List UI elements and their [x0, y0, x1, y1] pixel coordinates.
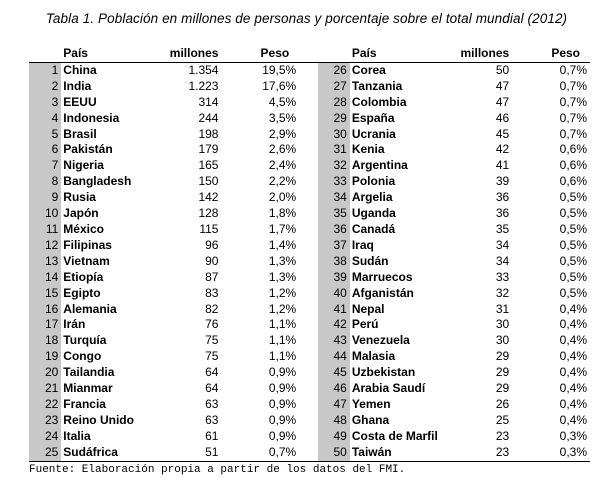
peso-cell-left: 1,3% [268, 269, 297, 284]
table-row [29, 413, 590, 429]
millones-cell-right: 39 [495, 174, 510, 189]
pais-cell-left: Indonesia [63, 110, 120, 125]
peso-cell-left: 1,8% [268, 206, 297, 221]
peso-cell-left: 1,7% [268, 221, 297, 236]
table-body [29, 62, 590, 461]
column-gap [299, 206, 317, 222]
peso-cell-left: 1,1% [268, 349, 297, 364]
pais-cell-left: China [63, 62, 97, 77]
peso-cell-right: 0,3% [559, 428, 587, 443]
rank-cell-right: 29 [318, 111, 350, 127]
pais-cell-left: Vietnam [63, 253, 110, 268]
peso-cell-right: 0,4% [559, 381, 587, 396]
table-row [29, 238, 590, 254]
millones-cell-right: 30 [495, 317, 510, 332]
rank-cell-left: 18 [29, 333, 61, 349]
peso-cell-left: 3,5% [268, 110, 297, 125]
rank-cell-left: 23 [29, 413, 61, 429]
pais-header-left: País [61, 46, 154, 62]
peso-cell-right: 0,5% [559, 285, 587, 300]
rank-cell-left: 3 [29, 95, 61, 111]
millones-cell-right: 36 [495, 206, 510, 221]
peso-cell-left: 0,7% [218, 445, 299, 461]
column-gap [299, 62, 317, 78]
rank-header-left [29, 46, 61, 62]
rank-cell-right: 38 [318, 254, 350, 270]
pais-cell-right: Uganda [351, 206, 396, 221]
column-gap [299, 365, 317, 381]
table-row [29, 62, 590, 78]
pais-cell-right: Afganistán [351, 285, 414, 300]
pais-cell-right: Malasia [351, 349, 396, 364]
pais-cell-right: Costa de Marfil [351, 428, 438, 443]
millones-header-left: millones [154, 46, 219, 62]
peso-cell-right: 0,7% [559, 78, 587, 93]
peso-cell-left: 0,9% [268, 412, 297, 427]
table-row [29, 333, 590, 349]
column-gap [299, 238, 317, 254]
pais-cell-left: Turquía [63, 333, 107, 348]
table-row [29, 206, 590, 222]
peso-cell-left: 2,6% [268, 142, 297, 157]
peso-cell-right: 0,4% [559, 349, 587, 364]
millones-cell-left: 1.354 [188, 62, 219, 77]
peso-cell-left: 17,6% [262, 78, 297, 93]
peso-cell-right: 0,5% [559, 206, 587, 221]
millones-cell-right: 31 [495, 301, 510, 316]
rank-cell-right: 30 [318, 127, 350, 143]
rank-cell-right: 36 [318, 222, 350, 238]
millones-cell-right: 32 [495, 285, 510, 300]
table-row [29, 142, 590, 158]
column-gap [299, 413, 317, 429]
millones-cell-right: 23 [495, 428, 510, 443]
peso-cell-right: 0,7% [559, 110, 587, 125]
pais-cell-left: Nigeria [63, 158, 104, 173]
peso-cell-left: 1,4% [268, 237, 297, 252]
pais-cell-left: Alemania [63, 301, 117, 316]
rank-cell-right: 26 [318, 62, 350, 78]
header-row [29, 46, 590, 62]
pais-cell-right: España [351, 110, 395, 125]
table-caption: Tabla 1. Población en millones de personas y porcentaje sobre el total mundial (2012) [45, 11, 568, 26]
pais-cell-right: Ghana [351, 412, 390, 427]
rank-cell-right: 39 [318, 270, 350, 286]
column-gap [299, 46, 317, 62]
table-row [29, 302, 590, 318]
rank-cell-left: 11 [29, 222, 61, 238]
pais-cell-left: Francia [63, 396, 106, 411]
pais-cell-left: Reino Unido [63, 412, 134, 427]
pais-cell-right: Sudán [351, 253, 389, 268]
column-gap [299, 397, 317, 413]
rank-cell-left: 24 [29, 429, 61, 445]
pais-cell-right: Arabia Saudí [351, 381, 426, 396]
rank-cell-right: 49 [318, 429, 350, 445]
pais-cell-left: Mianmar [63, 381, 113, 396]
pais-cell-right: Tanzania [351, 78, 403, 93]
rank-cell-right: 35 [318, 206, 350, 222]
millones-cell-left: 64 [205, 381, 219, 396]
table-row [29, 381, 590, 397]
pais-cell-left: Egipto [63, 285, 101, 300]
rank-cell-left: 15 [29, 286, 61, 302]
millones-cell-left: 179 [198, 142, 219, 157]
millones-cell-left: 142 [198, 190, 219, 205]
column-gap [299, 349, 317, 365]
table-row [29, 445, 590, 461]
pais-cell-right: Marruecos [351, 269, 413, 284]
millones-cell-left: 64 [205, 365, 219, 380]
table-row [29, 158, 590, 174]
column-gap [299, 174, 317, 190]
peso-cell-left: 1,1% [268, 317, 297, 332]
rank-cell-right: 44 [318, 349, 350, 365]
millones-cell-left: 314 [198, 94, 219, 109]
rank-cell-right: 34 [318, 190, 350, 206]
peso-cell-left: 2,9% [268, 126, 297, 141]
millones-cell-right: 29 [495, 381, 510, 396]
column-gap [299, 381, 317, 397]
column-gap [299, 254, 317, 270]
rank-cell-left: 8 [29, 174, 61, 190]
column-gap [299, 111, 317, 127]
rank-cell-left: 6 [29, 142, 61, 158]
pais-cell-right: Argelia [351, 190, 393, 205]
rank-cell-right: 42 [318, 317, 350, 333]
peso-cell-right: 0,5% [559, 253, 587, 268]
peso-header-left: Peso [218, 46, 299, 62]
column-gap [299, 142, 317, 158]
millones-cell-left: 61 [205, 428, 219, 443]
pais-cell-right: Uzbekistan [351, 365, 416, 380]
table-row [29, 127, 590, 143]
peso-cell-right: 0,7% [559, 126, 587, 141]
table-row [29, 190, 590, 206]
pais-header-right: País [350, 46, 445, 62]
table-row [29, 270, 590, 286]
pais-cell-left: Pakistán [63, 142, 113, 157]
millones-cell-left: 75 [205, 349, 219, 364]
millones-cell-left: 63 [205, 396, 219, 411]
rank-cell-left: 1 [29, 62, 61, 78]
rank-cell-left: 5 [29, 127, 61, 143]
pais-cell-left: Rusia [63, 190, 96, 205]
table-row [29, 349, 590, 365]
rank-cell-left: 7 [29, 158, 61, 174]
rank-cell-right: 33 [318, 174, 350, 190]
pais-cell-left: Etiopía [63, 269, 104, 284]
rank-cell-left: 21 [29, 381, 61, 397]
table-row [29, 317, 590, 333]
peso-cell-right: 0,5% [559, 190, 587, 205]
millones-cell-right: 50 [495, 62, 510, 77]
peso-cell-left: 1,2% [268, 285, 297, 300]
peso-cell-left: 1,1% [268, 333, 297, 348]
peso-cell-left: 2,0% [268, 190, 297, 205]
millones-cell-right: 25 [495, 412, 510, 427]
rank-cell-right: 41 [318, 302, 350, 318]
pais-cell-right: Nepal [351, 301, 385, 316]
table-row [29, 174, 590, 190]
table-row [29, 254, 590, 270]
millones-cell-left: 87 [205, 269, 219, 284]
table-row [29, 429, 590, 445]
millones-cell-right: 42 [495, 142, 510, 157]
pais-cell-left: Congo [63, 349, 102, 364]
pais-cell-left: Sudáfrica [61, 445, 154, 461]
peso-cell-right: 0,4% [559, 396, 587, 411]
rank-cell-right: 48 [318, 413, 350, 429]
rank-cell-left: 4 [29, 111, 61, 127]
source-note: Fuente: Elaboración propia a partir de los datos del FMI. [29, 464, 406, 476]
rank-cell-right: 45 [318, 365, 350, 381]
table-row [29, 79, 590, 95]
peso-cell-right: 0,4% [559, 365, 587, 380]
rank-cell-left: 19 [29, 349, 61, 365]
peso-cell-right: 0,6% [559, 174, 587, 189]
rank-cell-left: 12 [29, 238, 61, 254]
millones-cell-right: 46 [495, 110, 510, 125]
millones-cell-right: 34 [495, 237, 510, 252]
peso-cell-left: 19,5% [262, 62, 297, 77]
millones-cell-left: 128 [198, 206, 219, 221]
millones-cell-left: 82 [205, 301, 219, 316]
rank-cell-right: 31 [318, 142, 350, 158]
pais-cell-left: Irán [63, 317, 86, 332]
millones-cell-left: 90 [205, 253, 219, 268]
peso-cell-right: 0,4% [559, 412, 587, 427]
peso-cell-right: 0,5% [559, 237, 587, 252]
rank-cell-left: 9 [29, 190, 61, 206]
peso-cell-right: 0,6% [559, 142, 587, 157]
peso-cell-right: 0,4% [559, 333, 587, 348]
column-gap [299, 158, 317, 174]
peso-cell-left: 2,2% [268, 174, 297, 189]
rank-cell-left: 13 [29, 254, 61, 270]
peso-cell-right: 0,5% [559, 269, 587, 284]
rank-cell-right: 28 [318, 95, 350, 111]
pais-cell-left: Italia [63, 428, 91, 443]
rank-cell-right: 32 [318, 158, 350, 174]
table-row [29, 365, 590, 381]
column-gap [299, 317, 317, 333]
millones-cell-right: 47 [495, 94, 510, 109]
rank-cell-right: 27 [318, 79, 350, 95]
column-gap [299, 222, 317, 238]
column-gap [299, 270, 317, 286]
population-table [29, 46, 590, 462]
column-gap [299, 302, 317, 318]
pais-cell-left: Brasil [63, 126, 97, 141]
column-gap [299, 127, 317, 143]
peso-cell-right: 0,6% [559, 158, 587, 173]
pais-cell-left: Bangladesh [63, 174, 132, 189]
rank-cell-left: 2 [29, 79, 61, 95]
pais-cell-right: Taiwán [350, 445, 445, 461]
millones-cell-right: 47 [495, 78, 510, 93]
millones-header-right: millones [445, 46, 510, 62]
peso-cell-left: 2,4% [268, 158, 297, 173]
pais-cell-right: Colombia [351, 94, 407, 109]
peso-header-right: Peso [509, 46, 590, 62]
table-row [29, 222, 590, 238]
millones-cell-right: 30 [495, 333, 510, 348]
millones-cell-left: 75 [205, 333, 219, 348]
rank-cell-right: 37 [318, 238, 350, 254]
table-row [29, 397, 590, 413]
table-row [29, 286, 590, 302]
rank-header-right [318, 46, 350, 62]
rank-cell-right: 47 [318, 397, 350, 413]
pais-cell-right: Corea [351, 62, 386, 77]
column-gap [299, 286, 317, 302]
rank-cell-left: 25 [29, 445, 61, 461]
pais-cell-right: Iraq [351, 237, 374, 252]
table-row [29, 111, 590, 127]
millones-cell-right: 26 [495, 396, 510, 411]
rank-cell-left: 17 [29, 317, 61, 333]
peso-cell-left: 0,9% [268, 365, 297, 380]
millones-cell-left: 51 [154, 445, 219, 461]
peso-cell-left: 0,9% [268, 428, 297, 443]
rank-cell-right: 46 [318, 381, 350, 397]
millones-cell-right: 33 [495, 269, 510, 284]
millones-cell-right: 29 [495, 349, 510, 364]
pais-cell-right: Polonia [351, 174, 396, 189]
pais-cell-right: Ucrania [351, 126, 396, 141]
peso-cell-right: 0,7% [559, 94, 587, 109]
pais-cell-right: Kenia [351, 142, 385, 157]
peso-cell-left: 1,2% [268, 301, 297, 316]
millones-cell-left: 198 [198, 126, 219, 141]
millones-cell-left: 165 [198, 158, 219, 173]
rank-cell-left: 20 [29, 365, 61, 381]
millones-cell-left: 150 [198, 174, 219, 189]
pais-cell-right: Argentina [351, 158, 408, 173]
millones-cell-right: 35 [495, 221, 510, 236]
millones-cell-right: 41 [495, 158, 510, 173]
pais-cell-left: Tailandia [63, 365, 115, 380]
millones-cell-right: 23 [445, 445, 510, 461]
peso-cell-left: 0,9% [268, 396, 297, 411]
pais-cell-right: Perú [351, 317, 379, 332]
peso-cell-left: 0,9% [268, 381, 297, 396]
rank-cell-right: 50 [318, 445, 350, 461]
peso-cell-left: 4,5% [268, 94, 297, 109]
pais-cell-left: Filipinas [63, 237, 112, 252]
millones-cell-left: 96 [205, 237, 219, 252]
rank-cell-right: 40 [318, 286, 350, 302]
millones-cell-left: 63 [205, 412, 219, 427]
pais-cell-right: Venezuela [351, 333, 410, 348]
column-gap [299, 445, 317, 461]
peso-cell-left: 1,3% [268, 253, 297, 268]
pais-cell-left: México [63, 221, 104, 236]
rank-cell-left: 16 [29, 302, 61, 318]
column-gap [299, 79, 317, 95]
rank-cell-left: 22 [29, 397, 61, 413]
table-row [29, 95, 590, 111]
millones-cell-left: 244 [198, 110, 219, 125]
column-gap [299, 95, 317, 111]
millones-cell-left: 76 [205, 317, 219, 332]
rank-cell-left: 14 [29, 270, 61, 286]
peso-cell-right: 0,5% [559, 221, 587, 236]
rank-cell-left: 10 [29, 206, 61, 222]
pais-cell-left: Japón [63, 206, 99, 221]
peso-cell-right: 0,3% [509, 445, 590, 461]
peso-cell-right: 0,4% [559, 301, 587, 316]
pais-cell-left: EEUU [63, 94, 97, 109]
millones-cell-left: 1.223 [188, 78, 219, 93]
millones-cell-left: 115 [199, 221, 219, 236]
peso-cell-right: 0,4% [559, 317, 587, 332]
column-gap [299, 333, 317, 349]
rank-cell-right: 43 [318, 333, 350, 349]
column-gap [299, 190, 317, 206]
peso-cell-right: 0,7% [559, 62, 587, 77]
millones-cell-right: 45 [495, 126, 510, 141]
pais-cell-right: Yemen [351, 396, 391, 411]
pais-cell-left: India [63, 78, 92, 93]
millones-cell-right: 36 [495, 190, 510, 205]
pais-cell-right: Canadá [351, 221, 396, 236]
column-gap [299, 429, 317, 445]
millones-cell-right: 29 [495, 365, 510, 380]
millones-cell-right: 34 [495, 253, 510, 268]
millones-cell-left: 83 [205, 285, 219, 300]
